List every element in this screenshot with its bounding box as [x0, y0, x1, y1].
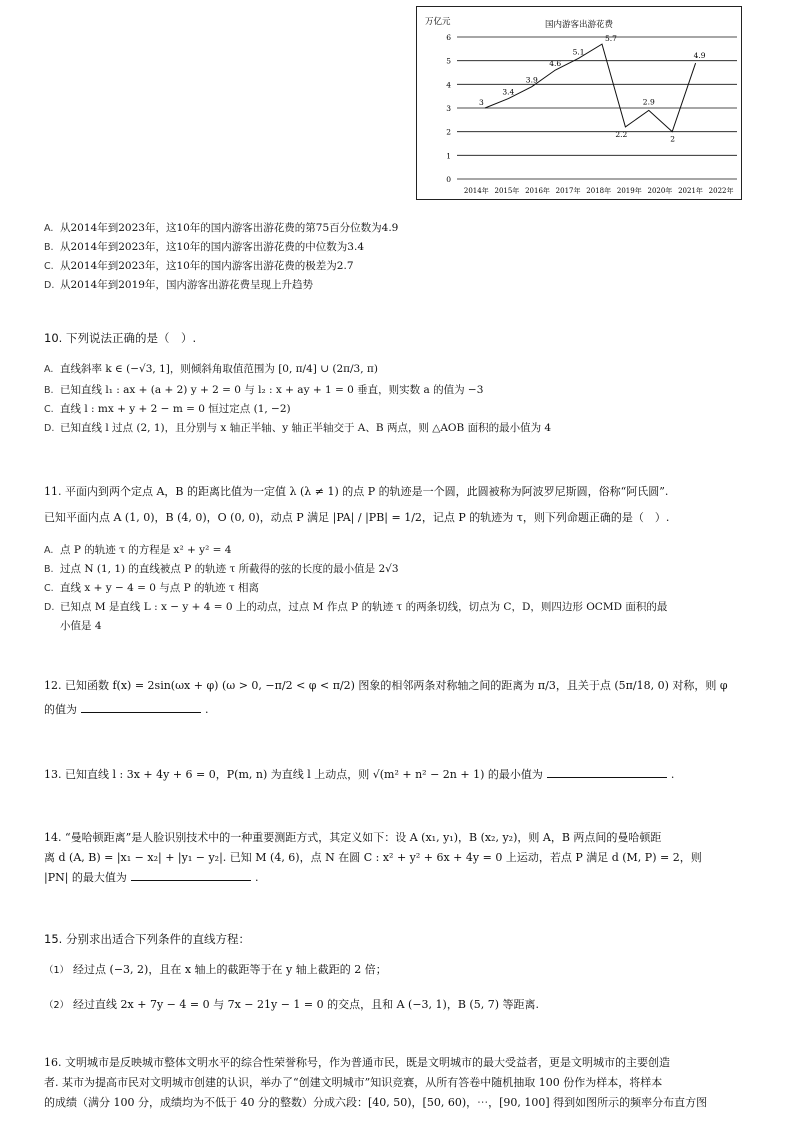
- q10-option-d[interactable]: [44, 419, 551, 438]
- chart-y-tick-label: 2: [446, 127, 451, 137]
- q12-line2: 的值为: [44, 703, 77, 716]
- q10-option-c[interactable]: [44, 400, 551, 419]
- option-label: D.: [44, 280, 55, 291]
- chart-y-tick-label: 3: [446, 104, 451, 113]
- q14-period: .: [254, 871, 259, 884]
- chart-data-label: 5.7: [605, 34, 617, 44]
- q12-answer-blank[interactable]: [81, 700, 201, 713]
- q11-option-b[interactable]: [44, 560, 667, 579]
- option-label: D.: [44, 423, 55, 434]
- q11-stem-line2: 已知平面内点 A (1, 0)，B (4, 0)，O (0, 0)，动点 P 满足 |PA| / |PB| = 1/2，记点 P 的轨迹为 τ，则下列命题正确的是（ ）.: [44, 511, 670, 524]
- chart-y-tick-label: 5: [446, 56, 451, 66]
- chart-data-label: 3.4: [502, 87, 515, 97]
- q15-sub1: [44, 960, 387, 981]
- chart-data-label: 5.1: [572, 47, 585, 57]
- q11-option-a[interactable]: [44, 541, 667, 560]
- chart-x-tick-label: 2019年: [616, 187, 642, 195]
- chart-y-tick-label: 0: [446, 175, 451, 184]
- chart-x-ticks: [464, 186, 734, 195]
- q10-options: [44, 358, 551, 438]
- chart-x-tick-label: 2020年: [647, 187, 673, 195]
- option-label: C.: [44, 261, 54, 272]
- q13-text: 13. 已知直线 l : 3x + 4y + 6 = 0，P(m, n) 为直线 l 上动点，则 √(m² + n² − 2n + 1) 的最小值为: [44, 768, 543, 781]
- option-text: 过点 N (1, 1) 的直线被点 P 的轨迹 τ 所截得的弦的长度的最小值是 2√3: [60, 563, 399, 575]
- q9-options: [44, 219, 398, 295]
- chart-x-tick-label: 2015年: [494, 187, 520, 195]
- q10-option-b[interactable]: [44, 381, 551, 400]
- option-text: 已知直线 l₁ : ax + (a + 2) y + 2 = 0 与 l₂ : x + ay + 1 = 0 垂直，则实数 a 的值为 −3: [60, 384, 484, 396]
- q11-options: [44, 541, 667, 635]
- chart-data-label: 3: [479, 98, 484, 107]
- q12-line1: 12. 已知函数 f(x) = 2sin(ωx + φ) (ω > 0, −π/2 < φ < π/2) 图象的相邻两条对称轴之间的距离为 π/3，且关于点 (5π/18, 0) 对称，则 φ: [44, 679, 728, 692]
- q10-stem: 10. 下列说法正确的是（ ）.: [44, 331, 197, 345]
- option-label: B.: [44, 242, 54, 253]
- chart-title: 国内游客出游花费: [544, 20, 614, 30]
- q15-stem: 15. 分别求出适合下列条件的直线方程：: [44, 932, 250, 946]
- chart-x-tick-label: 2017年: [555, 187, 581, 195]
- q15-sub1-number: （1）: [44, 965, 70, 976]
- q14-line3: |PN| 的最大值为: [44, 871, 127, 884]
- q15-sub2-number: （2）: [44, 1000, 70, 1011]
- chart-series-polyline: [485, 44, 696, 132]
- q14-line2: 离 d (A, B) = |x₁ − x₂| + |y₁ − y₂|. 已知 M (4, 6)，点 N 在圆 C : x² + y² + 6x + 4y = 0 上运动，若点 P 满足 d (M, P) = 2，则: [44, 851, 702, 864]
- chart-x-tick-label: 2022年: [708, 187, 734, 195]
- q9-option-b[interactable]: [44, 238, 398, 257]
- chart-x-tick-label: 2021年: [678, 187, 703, 195]
- q12-period: .: [205, 703, 209, 716]
- chart-y-tick-label: 1: [446, 151, 451, 161]
- option-text: 点 P 的轨迹 τ 的方程是 x² + y² = 4: [60, 544, 232, 556]
- option-text: 已知直线 l 过点 (2, 1)，且分别与 x 轴正半轴、y 轴正半轴交于 A、B 两点，则 △AOB 面积的最小值为 4: [60, 422, 552, 434]
- q13-answer-blank[interactable]: [547, 765, 667, 778]
- q16-line2: 者. 某市为提高市民对文明城市创建的认识，举办了“创建文明城市”知识竞赛，从所有答卷中随机抽取 100 份作为样本，将样本: [44, 1076, 663, 1089]
- chart-y-tick-label: 6: [446, 33, 451, 42]
- option-text: 直线 l : mx + y + 2 − m = 0 恒过定点 (1, −2): [60, 403, 291, 415]
- q9-option-d[interactable]: [44, 276, 398, 295]
- option-text: 从2014年到2023年，这10年的国内游客出游花费的中位数为3.4: [60, 241, 365, 253]
- q11-option-d[interactable]: [44, 598, 667, 617]
- option-text: 直线斜率 k ∈ (−√3, 1]，则倾斜角取值范围为 [0, π/4] ∪ (2π/3, π): [60, 363, 378, 375]
- option-text: 从2014年到2023年，这10年的国内游客出游花费的极差为2.7: [60, 260, 354, 272]
- q12: [44, 676, 754, 720]
- option-label: A.: [44, 223, 54, 234]
- chart-y-ticks: [446, 33, 451, 184]
- chart-data-label: 2: [670, 134, 675, 144]
- chart-data-label: 3.9: [525, 75, 538, 85]
- chart-data-label: 4.6: [549, 59, 562, 69]
- option-label: A.: [44, 545, 54, 556]
- option-text: 从2014年到2023年，这10年的国内游客出游花费的第75百分位数为4.9: [60, 222, 399, 234]
- chart-x-tick-label: 2014年: [463, 187, 489, 195]
- q11-option-d-continued: 小值是 4: [60, 620, 102, 632]
- q16-line1: 16. 文明城市是反映城市整体文明水平的综合性荣誉称号，作为普通市民，既是文明城市的最大受益者，更是文明城市的主要创造: [44, 1056, 670, 1069]
- q14: [44, 828, 754, 888]
- option-label: B.: [44, 564, 54, 575]
- option-text: 从2014年到2019年，国内游客出游花费呈现上升趋势: [60, 279, 313, 291]
- q13: [44, 765, 674, 785]
- option-text: 直线 x + y − 4 = 0 与点 P 的轨迹 τ 相离: [60, 582, 260, 594]
- chart-data-label: 2.2: [615, 129, 628, 139]
- option-text: 已知点 M 是直线 L : x − y + 4 = 0 上的动点，过点 M 作点 P 的轨迹 τ 的两条切线，切点为 C，D，则四边形 OCMD 面积的最: [60, 601, 668, 613]
- chart-y-tick-label: 4: [446, 80, 451, 90]
- q15-sub2-text: 经过直线 2x + 7y − 4 = 0 与 7x − 21y − 1 = 0 的交点，且和 A (−3, 1)，B (5, 7) 等距离.: [73, 998, 539, 1011]
- q16: [44, 1053, 754, 1113]
- option-label: B.: [44, 385, 54, 396]
- chart-x-tick-label: 2018年: [586, 187, 612, 195]
- q9-option-a[interactable]: [44, 219, 398, 238]
- option-label: D.: [44, 602, 55, 613]
- chart-svg: [417, 7, 741, 199]
- q10-option-a[interactable]: [44, 358, 551, 381]
- q15-sub1-text: 经过点 (−3, 2)，且在 x 轴上的截距等于在 y 轴上截距的 2 倍；: [73, 963, 387, 976]
- q16-line3: 的成绩（满分 100 分，成绩均为不低于 40 分的整数）分成六段：[40, 50)，[50, 60)，⋯，[90, 100] 得到如图所示的频率分布直方图: [44, 1096, 708, 1109]
- chart-data-labels: [479, 34, 706, 144]
- option-label: C.: [44, 583, 54, 594]
- option-label: C.: [44, 404, 54, 415]
- q14-line1: 14. “曼哈顿距离”是人脸识别技术中的一种重要测距方式，其定义如下：设 A (x₁, y₁)，B (x₂, y₂)，则 A，B 两点间的曼哈顿距: [44, 831, 662, 844]
- q11-stem-line1: 11. 平面内到两个定点 A，B 的距离比值为一定值 λ (λ ≠ 1) 的点 P 的轨迹是一个圆，此圆被称为阿波罗尼斯圆，俗称“阿氏圆”.: [44, 485, 669, 498]
- q13-period: .: [670, 768, 675, 781]
- chart-series-line: [485, 44, 696, 132]
- q11-option-c[interactable]: [44, 579, 667, 598]
- q15-sub2: [44, 995, 539, 1016]
- chart-x-tick-label: 2016年: [525, 187, 550, 195]
- q9-option-c[interactable]: [44, 257, 398, 276]
- line-chart: [416, 6, 742, 200]
- chart-data-label: 2.9: [642, 97, 655, 107]
- chart-y-axis-label: 万亿元: [425, 17, 451, 27]
- q11-stem: [44, 482, 754, 528]
- q14-answer-blank[interactable]: [131, 868, 251, 881]
- chart-data-label: 4.9: [693, 51, 706, 61]
- option-label: A.: [44, 364, 54, 375]
